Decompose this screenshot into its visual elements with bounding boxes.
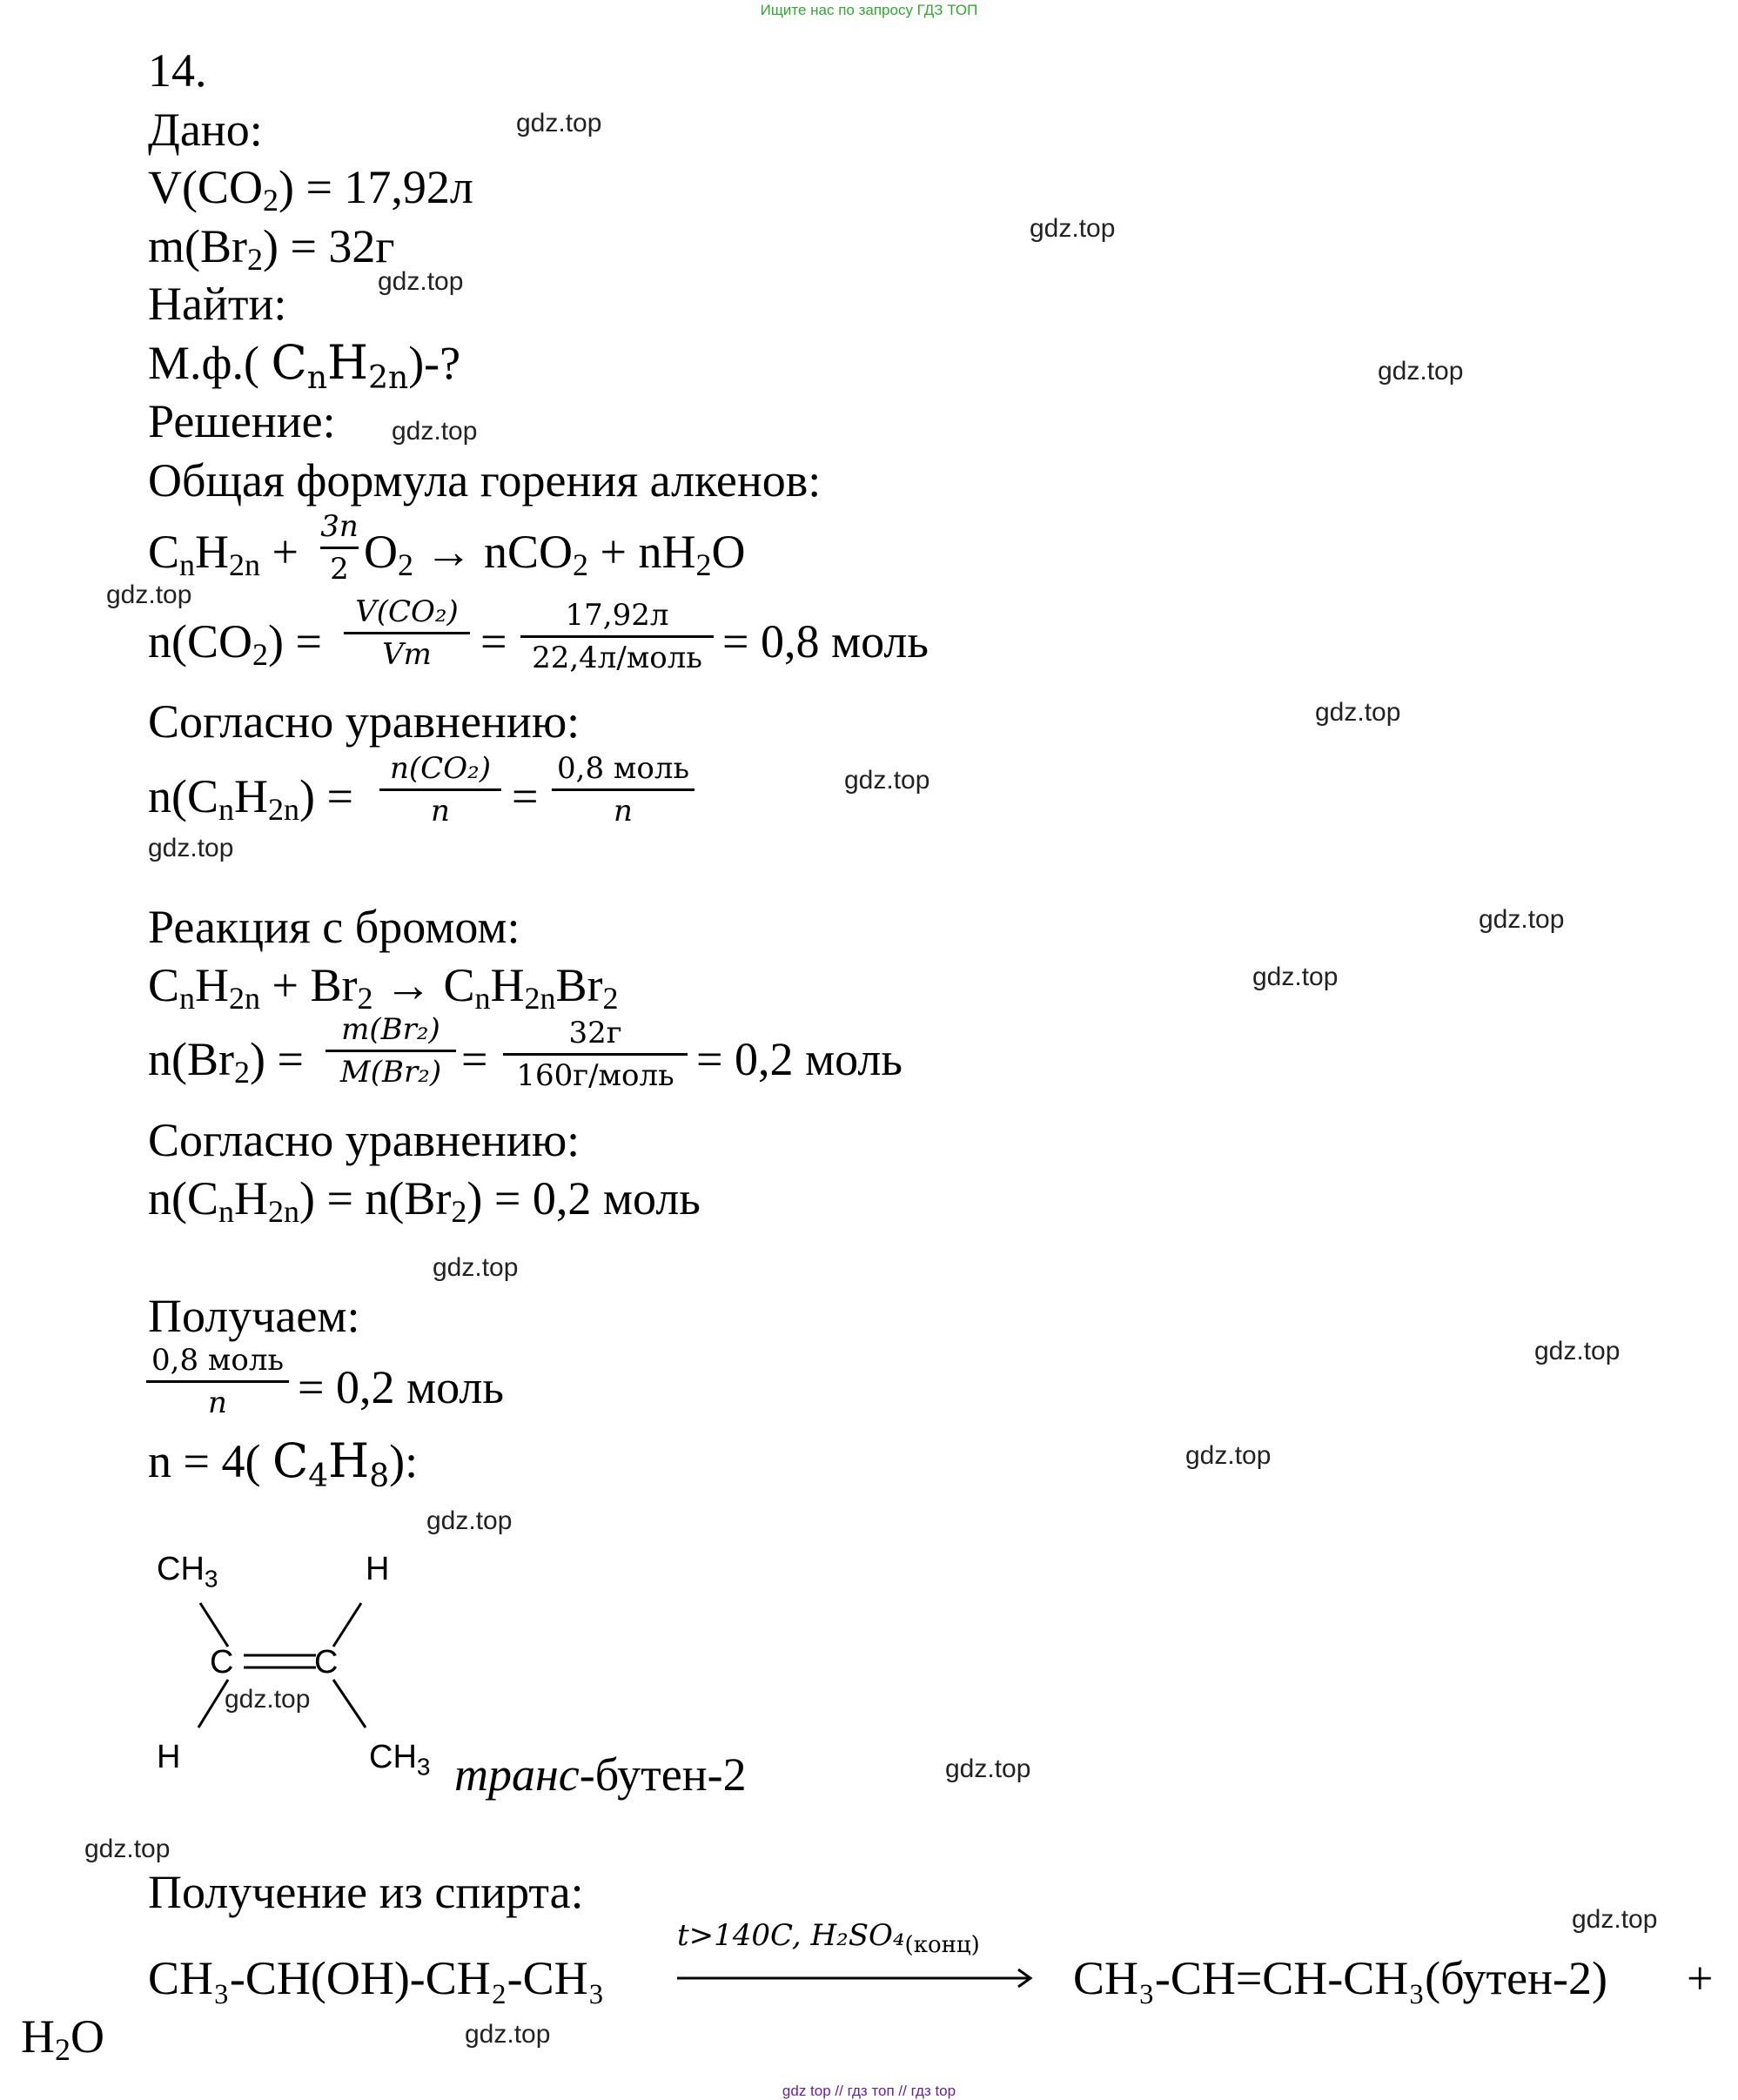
- n-br2-fraction-mass: m(Br₂) M(Br₂): [325, 1015, 456, 1087]
- n-co2-result: = 0,8 моль: [722, 615, 929, 668]
- structure-h-bottom-left: H: [157, 1739, 181, 1775]
- n-alkene-equals-br2: $n(C_nH_{2n}) = n(Br_2) = 0,2$ моль: [148, 1172, 701, 1229]
- watermark: gdz.top: [148, 834, 234, 862]
- watermark: gdz.top: [1315, 698, 1401, 727]
- watermark: gdz.top: [1185, 1441, 1272, 1470]
- problem-number: 14.: [148, 44, 207, 97]
- watermark: gdz.top: [1378, 357, 1464, 386]
- get-result: = 0,2 моль: [298, 1361, 504, 1413]
- watermark: gdz.top: [945, 1754, 1031, 1783]
- watermark: gdz.top: [84, 1835, 171, 1863]
- isomer-name: транс-бутен-2: [454, 1748, 747, 1801]
- watermark: gdz.top: [426, 1506, 513, 1535]
- get-label: Получаем:: [148, 1290, 360, 1342]
- watermark: gdz.top: [465, 2020, 551, 2049]
- n-br2-lhs: $n(Br_2)$ =: [148, 1033, 304, 1090]
- watermark: gdz.top: [392, 417, 478, 446]
- watermark: gdz.top: [1534, 1337, 1621, 1365]
- n-br2-equals: =: [461, 1033, 488, 1085]
- n-co2-equals: =: [480, 615, 507, 668]
- watermark: gdz.top: [1479, 905, 1565, 934]
- find-formula: М.ф.( $C_nH_{2n})-$?: [148, 335, 461, 396]
- according-label-2: Согласно уравнению:: [148, 1114, 580, 1166]
- get-fraction: 0,8 моль n: [146, 1345, 289, 1418]
- n-co2-lhs: $n(CO_2)$ =: [148, 615, 322, 672]
- watermark: gdz.top: [378, 267, 464, 296]
- n-co2-fraction-values: 17,92л 22,4л/моль: [520, 600, 714, 673]
- alcohol-plus: +: [1687, 1952, 1714, 2004]
- n-alkene-fraction-1: n(CO₂) n: [379, 754, 501, 826]
- n-alkene-equals-1: =: [512, 770, 539, 822]
- structure-ch3-top-left: $CH_3$: [157, 1551, 218, 1593]
- watermark: gdz.top: [433, 1253, 519, 1282]
- solution-label: Решение:: [148, 395, 336, 447]
- structure-c-right: C: [314, 1644, 339, 1681]
- given-volume-co2: $V(CO_2) = 17,92л$: [148, 161, 473, 218]
- watermark: gdz.top: [1252, 963, 1339, 991]
- given-label: Дано:: [148, 104, 263, 156]
- bromine-reaction: $C_nH_{2n} + Br_2 \to C_nH_{2n}Br_2$: [148, 959, 619, 1016]
- alcohol-product: CH₃-CH=CH-CH₃(бутен-2): [1073, 1952, 1607, 2004]
- combustion-equation-left: $C_nH_{2n}$ +: [148, 526, 299, 582]
- n-result: n = 4( $C_4H_8$):: [148, 1433, 419, 1494]
- n-alkene-fraction-2: 0,8 моль n: [552, 754, 695, 826]
- bottom-banner: gdz top // гдз топ // гдз top: [782, 2083, 956, 2099]
- n-alkene-lhs-1: $n(C_nH_{2n})$ =: [148, 770, 353, 827]
- watermark: gdz.top: [225, 1685, 311, 1714]
- structure-c-left: C: [210, 1644, 234, 1681]
- combustion-coefficient-fraction: 3n 2: [320, 509, 359, 587]
- watermark: gdz.top: [844, 766, 930, 795]
- n-br2-fraction-values: 32г 160г/моль: [503, 1018, 688, 1090]
- n-br2-result: = 0,2 моль: [696, 1033, 903, 1085]
- watermark: gdz.top: [516, 109, 602, 138]
- structure-ch3-bottom-right: $CH_3$: [369, 1739, 431, 1781]
- water: $H_2O$: [21, 2010, 104, 2067]
- according-label-1: Согласно уравнению:: [148, 695, 580, 748]
- reaction-arrow: [677, 1965, 1043, 1991]
- find-label: Найти:: [148, 278, 287, 330]
- bromine-label: Реакция с бромом:: [148, 901, 520, 953]
- top-banner: Ищите нас по запросу ГДЗ ТОП: [760, 2, 978, 18]
- watermark: gdz.top: [1030, 214, 1116, 243]
- combustion-equation-right: $O_2 \to nCO_2 + nH_2O$: [364, 526, 746, 582]
- alcohol-reactant: CH₃-CH(OH)-CH₂-CH₃: [148, 1952, 605, 2004]
- structure-h-top-right: H: [366, 1551, 390, 1587]
- given-mass-br2: $m(Br_2) = 32г$: [148, 220, 395, 277]
- watermark: gdz.top: [106, 580, 192, 609]
- watermark: gdz.top: [1572, 1905, 1658, 1934]
- alcohol-label: Получение из спирта:: [148, 1866, 584, 1918]
- trans-butene-structure: [131, 1540, 479, 1801]
- n-co2-fraction-volume: V(CO₂) Vm: [344, 597, 470, 669]
- reaction-conditions: t>140C, $H_2SO_4_{(конц)}$: [677, 1918, 980, 1958]
- general-formula-label: Общая формула горения алкенов:: [148, 454, 822, 507]
